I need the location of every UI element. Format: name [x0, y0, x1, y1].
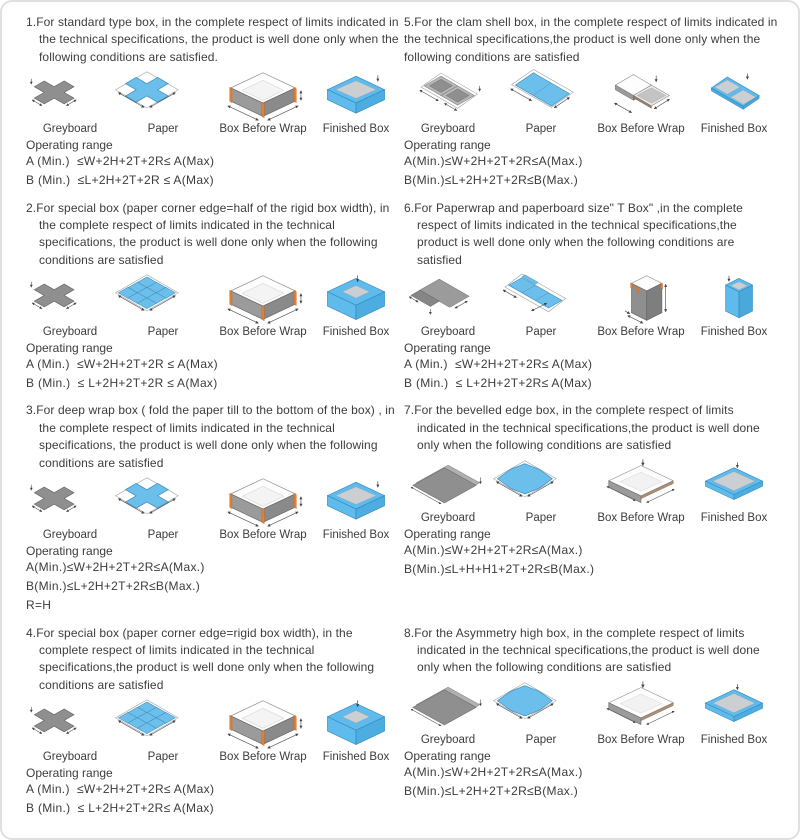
- diagram-row: [404, 457, 778, 524]
- greyboard-label: Greyboard: [420, 326, 476, 339]
- shallow-tray-before-wrap-icon: [590, 457, 692, 512]
- finished-blue-tray-icon: [314, 68, 398, 123]
- section-special-box-half-width: [26, 200, 400, 394]
- operating-range-label: Operating range: [404, 341, 491, 356]
- formula-b: B(Min.)≤L+2H+2T+2R≤B(Max.): [404, 173, 579, 188]
- open-box-taped-corners-icon: [212, 696, 314, 751]
- finished-box-label: Finished Box: [700, 326, 768, 339]
- formula-b: B (Min.) ≤L+2H+2T+2R ≤ A(Max): [26, 173, 214, 188]
- greyboard-label: Greyboard: [420, 733, 476, 746]
- paper-label: Paper: [147, 751, 179, 764]
- section-special-box-full-width: [26, 625, 400, 819]
- paper-tbox-strip-icon: [492, 271, 590, 326]
- greyboard-flat-cross-icon: [26, 68, 114, 123]
- diagram-row: [404, 679, 778, 746]
- box-before-wrap-label: Box Before Wrap: [597, 733, 685, 746]
- formula-b: B(Min.)≤L+2H+2T+2R≤B(Max.): [26, 579, 201, 594]
- operating-range-label: Operating range: [26, 544, 113, 559]
- finished-box-label: Finished Box: [700, 733, 768, 746]
- greyboard-clam-panels-icon: [404, 68, 492, 123]
- greyboard-label: Greyboard: [420, 123, 476, 136]
- formula-a: A(Min.)≤W+2H+2T+2R≤A(Max.): [404, 542, 583, 557]
- box-before-wrap-label: Box Before Wrap: [219, 326, 307, 339]
- finished-box-figure: [314, 68, 398, 135]
- box-before-wrap-label: Box Before Wrap: [219, 123, 307, 136]
- greyboard-flat-cross-icon: [26, 696, 114, 751]
- section-description: 7.For the bevelled edge box, in the complete respect of limits indicated in the technical specifications,the product is well done only when the following conditions are satisfied: [404, 403, 760, 453]
- paper-panel-grid-icon: [114, 696, 212, 751]
- box-before-wrap-label: Box Before Wrap: [597, 326, 685, 339]
- greyboard-figure: [404, 457, 492, 524]
- paper-label: Paper: [147, 529, 179, 542]
- formula-b: B(Min.)≤L+H+H1+2T+2R≤B(Max.): [404, 561, 595, 576]
- paper-panel-grid-icon: [114, 271, 212, 326]
- paper-flat-sheet-icon: [492, 457, 590, 512]
- formula-a: A(Min.)≤W+2H+2T+2R≤A(Max.): [404, 764, 583, 779]
- section-clam-shell-box: [404, 14, 778, 191]
- paper-flat-cross-icon: [114, 474, 212, 529]
- open-box-taped-corners-icon: [212, 271, 314, 326]
- paper-figure: [492, 457, 590, 524]
- finished-box-figure: [692, 457, 776, 524]
- box-before-wrap-figure: [590, 271, 692, 338]
- paper-flat-cross-icon: [114, 68, 212, 123]
- operating-range-label: Operating range: [404, 748, 491, 763]
- greyboard-figure: [404, 68, 492, 135]
- section-description: 4.For special box (paper corner edge=rigid box width), in the complete respect of limits indicated in the technical specifications,the product is well done only when the following conditions are satisfied: [26, 625, 375, 692]
- greyboard-figure: [404, 679, 492, 746]
- section-description: 6.For Paperwrap and paperboard size" T Box" ,in the complete respect of limits indicated in the technical specifications,the product is well done only when the following conditions are satisfied: [404, 200, 743, 267]
- finished-tall-blue-box-icon: [692, 271, 776, 326]
- paper-label: Paper: [525, 326, 557, 339]
- operating-range-label: Operating range: [404, 138, 491, 153]
- box-before-wrap-label: Box Before Wrap: [219, 751, 307, 764]
- greyboard-label: Greyboard: [42, 529, 98, 542]
- diagram-row: [26, 696, 400, 763]
- formula-a: A (Min.) ≤W+2H+2T+2R≤ A(Max): [26, 154, 215, 169]
- open-box-taped-corners-icon: [212, 474, 314, 529]
- paper-flat-sheet-icon: [492, 679, 590, 734]
- finished-clam-shell-icon: [692, 68, 776, 123]
- formula-a: A(Min.)≤W+2H+2T+2R≤A(Max.): [26, 560, 205, 575]
- greyboard-figure: [26, 474, 114, 541]
- paper-clam-sheet-icon: [492, 68, 590, 123]
- greyboard-label: Greyboard: [42, 326, 98, 339]
- finished-deep-blue-box-icon: [314, 271, 398, 326]
- diagram-row: [26, 474, 400, 541]
- greyboard-figure: [26, 696, 114, 763]
- section-description: 3.For deep wrap box ( fold the paper till to the bottom of the box) , in the complete respect of limits indicated in the technical specifications, the product is well done only when the following conditions are satisfied: [26, 403, 395, 470]
- finished-box-figure: [692, 68, 776, 135]
- box-before-wrap-figure: [212, 474, 314, 541]
- finished-box-label: Finished Box: [322, 751, 390, 764]
- greyboard-flat-sheet-icon: [404, 679, 492, 734]
- formula-a: A (Min.) ≤W+2H+2T+2R≤ A(Max): [404, 357, 593, 372]
- formula-a: A(Min.)≤W+2H+2T+2R≤A(Max.): [404, 154, 583, 169]
- operating-range-label: Operating range: [26, 341, 113, 356]
- finished-box-figure: [692, 679, 776, 746]
- paper-label: Paper: [525, 733, 557, 746]
- finished-box-figure: [692, 271, 776, 338]
- diagram-row: [404, 271, 778, 338]
- paper-figure: [114, 271, 212, 338]
- diagram-row: [404, 68, 778, 135]
- paper-figure: [492, 271, 590, 338]
- finished-blue-tray-icon: [314, 474, 398, 529]
- finished-box-label: Finished Box: [700, 511, 768, 524]
- operating-range-label: Operating range: [26, 138, 113, 153]
- greyboard-flat-cross-icon: [26, 474, 114, 529]
- box-before-wrap-label: Box Before Wrap: [597, 511, 685, 524]
- finished-box-figure: [314, 696, 398, 763]
- box-before-wrap-figure: [212, 68, 314, 135]
- diagram-row: [26, 271, 400, 338]
- box-before-wrap-figure: [590, 679, 692, 746]
- greyboard-label: Greyboard: [420, 511, 476, 524]
- formula-r: R=H: [26, 598, 52, 613]
- paper-figure: [114, 474, 212, 541]
- paper-figure: [114, 68, 212, 135]
- finished-box-label: Finished Box: [322, 123, 390, 136]
- finished-box-label: Finished Box: [700, 123, 768, 136]
- paper-label: Paper: [525, 511, 557, 524]
- paper-figure: [492, 679, 590, 746]
- box-before-wrap-figure: [212, 271, 314, 338]
- operating-range-label: Operating range: [26, 766, 113, 781]
- finished-box-label: Finished Box: [322, 326, 390, 339]
- box-before-wrap-figure: [212, 696, 314, 763]
- operating-range-label: Operating range: [404, 526, 491, 541]
- paper-label: Paper: [147, 123, 179, 136]
- greyboard-figure: [26, 271, 114, 338]
- finished-box-label: Finished Box: [322, 529, 390, 542]
- section-description: 5.For the clam shell box, in the complete respect of limits indicated in the technical specifications,the product is well done only when the following conditions are satisfied: [404, 15, 778, 64]
- finished-shallow-blue-tray-icon: [692, 457, 776, 512]
- box-before-wrap-label: Box Before Wrap: [597, 123, 685, 136]
- box-before-wrap-label: Box Before Wrap: [219, 529, 307, 542]
- finished-box-figure: [314, 271, 398, 338]
- finished-shallow-blue-tray-icon: [692, 679, 776, 734]
- finished-deep-blue-box-icon: [314, 696, 398, 751]
- section-description: 8.For the Asymmetry high box, in the complete respect of limits indicated in the technical specifications,the product is well done only when the following conditions are satisfied: [404, 625, 760, 675]
- box-before-wrap-figure: [590, 68, 692, 135]
- greyboard-label: Greyboard: [42, 751, 98, 764]
- tall-box-before-wrap-icon: [590, 271, 692, 326]
- formula-a: A (Min.) ≤W+2H+2T+2R≤ A(Max): [26, 782, 215, 797]
- greyboard-flat-cross-icon: [26, 271, 114, 326]
- section-asymmetry-high-box: [404, 625, 778, 819]
- formula-b: B (Min.) ≤ L+2H+2T+2R ≤ A(Max): [26, 376, 218, 391]
- greyboard-label: Greyboard: [42, 123, 98, 136]
- paper-figure: [114, 696, 212, 763]
- section-description: 1.For standard type box, in the complete respect of limits indicated in the technical specifications, the product is well done only when the following conditions are satisfied.: [26, 15, 399, 64]
- paper-figure: [492, 68, 590, 135]
- clam-shell-before-wrap-icon: [590, 68, 692, 123]
- greyboard-tbox-panels-icon: [404, 271, 492, 326]
- section-paperwrap-t-box: [404, 200, 778, 394]
- open-box-taped-corners-icon: [212, 68, 314, 123]
- paper-label: Paper: [147, 326, 179, 339]
- formula-b: B (Min.) ≤ L+2H+2T+2R≤ A(Max): [26, 801, 214, 816]
- shallow-tray-before-wrap-icon: [590, 679, 692, 734]
- formula-a: A (Min.) ≤W+2H+2T+2R ≤ A(Max): [26, 357, 218, 372]
- greyboard-flat-sheet-icon: [404, 457, 492, 512]
- finished-box-figure: [314, 474, 398, 541]
- section-description: 2.For special box (paper corner edge=half of the rigid box width), in the complete respect of limits indicated in the technical specifications, the product is well done only when the following conditions are satisfied: [26, 200, 390, 267]
- box-before-wrap-figure: [590, 457, 692, 524]
- paper-label: Paper: [525, 123, 557, 136]
- formula-b: B(Min.)≤L+2H+2T+2R≤B(Max.): [404, 783, 579, 798]
- greyboard-figure: [26, 68, 114, 135]
- greyboard-figure: [404, 271, 492, 338]
- formula-b: B (Min.) ≤ L+2H+2T+2R≤ A(Max): [404, 376, 592, 391]
- section-bevelled-edge-box: [404, 402, 778, 615]
- section-standard-type-box: [26, 14, 400, 191]
- diagram-row: [26, 68, 400, 135]
- section-deep-wrap-box: [26, 402, 400, 615]
